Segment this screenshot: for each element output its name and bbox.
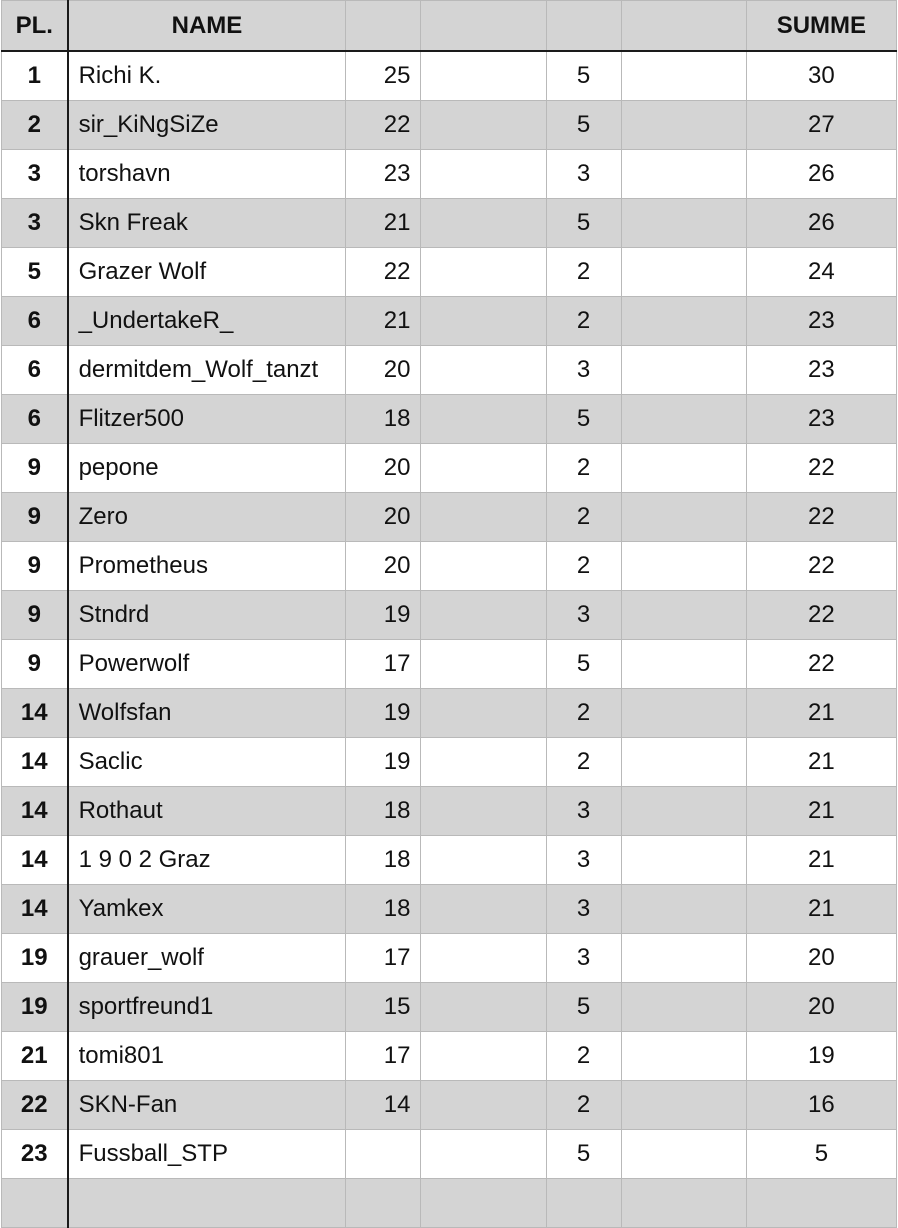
cell-col-d: [621, 395, 746, 444]
cell-sum: 21: [746, 689, 896, 738]
table-row: [2, 787, 897, 836]
cell-col-d: [621, 934, 746, 983]
cell-col-c: 2: [546, 1081, 621, 1130]
cell-sum: 23: [746, 346, 896, 395]
cell-place: 19: [2, 983, 68, 1032]
cell-col-c: 5: [546, 1130, 621, 1179]
header-row: [2, 1, 897, 52]
cell-col-c: 2: [546, 689, 621, 738]
cell-col-c: 5: [546, 640, 621, 689]
table-row: [2, 1130, 897, 1179]
table-row: [2, 738, 897, 787]
cell-col-a: 20: [346, 444, 421, 493]
cell-sum: 21: [746, 836, 896, 885]
cell-col-a: [346, 1130, 421, 1179]
table-row: [2, 1032, 897, 1081]
cell-col-d: [621, 444, 746, 493]
cell-col-b: [421, 591, 546, 640]
cell-name: Fussball_STP: [68, 1130, 346, 1179]
cell-sum: 21: [746, 738, 896, 787]
cell-col-a: 21: [346, 199, 421, 248]
cell-sum: 26: [746, 150, 896, 199]
table-row: [2, 640, 897, 689]
cell-sum: 21: [746, 885, 896, 934]
cell-name: Rothaut: [68, 787, 346, 836]
cell-place: 9: [2, 493, 68, 542]
cell-col-b: [421, 640, 546, 689]
cell-col-b: [421, 346, 546, 395]
cell-name: Powerwolf: [68, 640, 346, 689]
cell-col-b: [421, 297, 546, 346]
cell-name: 1 9 0 2 Graz: [68, 836, 346, 885]
cell-place: [2, 1179, 68, 1228]
cell-col-b: [421, 395, 546, 444]
cell-name: Richi K.: [68, 51, 346, 101]
cell-col-c: 3: [546, 150, 621, 199]
cell-name: Yamkex: [68, 885, 346, 934]
cell-place: 2: [2, 101, 68, 150]
cell-place: 6: [2, 297, 68, 346]
cell-name: tomi801: [68, 1032, 346, 1081]
cell-col-c: 2: [546, 1032, 621, 1081]
cell-name: sir_KiNgSiZe: [68, 101, 346, 150]
cell-col-d: [621, 1081, 746, 1130]
cell-col-d: [621, 493, 746, 542]
header-col-c: [546, 1, 621, 52]
cell-name: pepone: [68, 444, 346, 493]
cell-place: 9: [2, 444, 68, 493]
cell-name: Flitzer500: [68, 395, 346, 444]
cell-col-a: 21: [346, 297, 421, 346]
cell-place: 3: [2, 150, 68, 199]
cell-col-b: [421, 248, 546, 297]
table-row: [2, 248, 897, 297]
header-place: PL.: [2, 1, 68, 52]
cell-col-d: [621, 885, 746, 934]
cell-col-c: 3: [546, 885, 621, 934]
header-col-a: [346, 1, 421, 52]
cell-sum: 19: [746, 1032, 896, 1081]
cell-name: Stndrd: [68, 591, 346, 640]
cell-col-d: [621, 199, 746, 248]
cell-place: 14: [2, 738, 68, 787]
cell-col-c: 2: [546, 444, 621, 493]
cell-col-b: [421, 101, 546, 150]
table-row: [2, 689, 897, 738]
cell-col-d: [621, 640, 746, 689]
cell-col-b: [421, 934, 546, 983]
cell-col-c: 2: [546, 493, 621, 542]
cell-place: 3: [2, 199, 68, 248]
cell-col-a: 15: [346, 983, 421, 1032]
table-row: [2, 836, 897, 885]
table-row: [2, 395, 897, 444]
cell-col-d: [621, 346, 746, 395]
cell-col-c: 5: [546, 51, 621, 101]
table-row: [2, 199, 897, 248]
cell-col-d: [621, 1179, 746, 1228]
cell-place: 6: [2, 346, 68, 395]
cell-col-c: 2: [546, 248, 621, 297]
cell-col-b: [421, 542, 546, 591]
cell-col-a: 19: [346, 738, 421, 787]
cell-name: Prometheus: [68, 542, 346, 591]
cell-sum: 16: [746, 1081, 896, 1130]
cell-sum: [746, 1179, 896, 1228]
cell-col-d: [621, 297, 746, 346]
cell-place: 9: [2, 542, 68, 591]
cell-col-a: 19: [346, 689, 421, 738]
cell-sum: 22: [746, 542, 896, 591]
cell-col-d: [621, 248, 746, 297]
cell-col-a: 17: [346, 934, 421, 983]
cell-place: 19: [2, 934, 68, 983]
cell-col-d: [621, 787, 746, 836]
cell-col-d: [621, 983, 746, 1032]
cell-col-a: 17: [346, 640, 421, 689]
cell-col-b: [421, 1130, 546, 1179]
cell-name: grauer_wolf: [68, 934, 346, 983]
cell-place: 14: [2, 836, 68, 885]
cell-sum: 22: [746, 493, 896, 542]
cell-col-c: 5: [546, 983, 621, 1032]
cell-col-b: [421, 689, 546, 738]
cell-col-c: 3: [546, 346, 621, 395]
header-sum: SUMME: [746, 1, 896, 52]
cell-place: 5: [2, 248, 68, 297]
cell-sum: 30: [746, 51, 896, 101]
table-row: [2, 885, 897, 934]
cell-col-b: [421, 885, 546, 934]
cell-col-a: [346, 1179, 421, 1228]
cell-place: 23: [2, 1130, 68, 1179]
cell-col-c: 5: [546, 101, 621, 150]
cell-sum: 24: [746, 248, 896, 297]
table-row: [2, 1179, 897, 1228]
cell-col-d: [621, 1032, 746, 1081]
table-row: [2, 346, 897, 395]
cell-col-d: [621, 51, 746, 101]
cell-col-c: 5: [546, 395, 621, 444]
cell-col-d: [621, 150, 746, 199]
cell-name: SKN-Fan: [68, 1081, 346, 1130]
header-col-b: [421, 1, 546, 52]
cell-col-a: 20: [346, 493, 421, 542]
cell-col-b: [421, 51, 546, 101]
cell-sum: 22: [746, 640, 896, 689]
cell-col-b: [421, 1032, 546, 1081]
cell-col-a: 20: [346, 542, 421, 591]
cell-sum: 23: [746, 395, 896, 444]
cell-sum: 20: [746, 983, 896, 1032]
table-row: [2, 101, 897, 150]
cell-col-a: 18: [346, 885, 421, 934]
table-row: [2, 1081, 897, 1130]
cell-col-c: [546, 1179, 621, 1228]
cell-name: dermitdem_Wolf_tanzt: [68, 346, 346, 395]
table-row: [2, 934, 897, 983]
cell-name: Wolfsfan: [68, 689, 346, 738]
cell-place: 1: [2, 51, 68, 101]
table-row: [2, 150, 897, 199]
cell-col-a: 22: [346, 101, 421, 150]
cell-col-d: [621, 738, 746, 787]
cell-name: Saclic: [68, 738, 346, 787]
cell-col-a: 14: [346, 1081, 421, 1130]
cell-col-c: 3: [546, 787, 621, 836]
cell-name: [68, 1179, 346, 1228]
cell-col-a: 19: [346, 591, 421, 640]
standings-table: [1, 0, 897, 1228]
cell-col-c: 3: [546, 836, 621, 885]
cell-sum: 22: [746, 444, 896, 493]
cell-col-d: [621, 591, 746, 640]
cell-sum: 21: [746, 787, 896, 836]
header-col-d: [621, 1, 746, 52]
cell-name: sportfreund1: [68, 983, 346, 1032]
cell-col-b: [421, 199, 546, 248]
cell-sum: 20: [746, 934, 896, 983]
header-name: NAME: [68, 1, 346, 52]
table-row: [2, 444, 897, 493]
cell-sum: 22: [746, 591, 896, 640]
cell-col-c: 3: [546, 591, 621, 640]
cell-name: _UndertakeR_: [68, 297, 346, 346]
cell-col-c: 2: [546, 297, 621, 346]
cell-place: 14: [2, 885, 68, 934]
cell-col-c: 2: [546, 542, 621, 591]
cell-place: 22: [2, 1081, 68, 1130]
table-row: [2, 591, 897, 640]
cell-name: torshavn: [68, 150, 346, 199]
table-row: [2, 297, 897, 346]
table-row: [2, 542, 897, 591]
cell-col-d: [621, 836, 746, 885]
cell-col-b: [421, 150, 546, 199]
cell-col-b: [421, 738, 546, 787]
cell-name: Zero: [68, 493, 346, 542]
cell-col-c: 5: [546, 199, 621, 248]
cell-place: 21: [2, 1032, 68, 1081]
cell-place: 9: [2, 591, 68, 640]
cell-col-c: 3: [546, 934, 621, 983]
cell-sum: 27: [746, 101, 896, 150]
cell-sum: 23: [746, 297, 896, 346]
cell-col-a: 20: [346, 346, 421, 395]
cell-sum: 5: [746, 1130, 896, 1179]
cell-col-a: 18: [346, 787, 421, 836]
table-row: [2, 983, 897, 1032]
cell-place: 14: [2, 689, 68, 738]
cell-name: Skn Freak: [68, 199, 346, 248]
cell-place: 6: [2, 395, 68, 444]
cell-col-b: [421, 1179, 546, 1228]
cell-col-b: [421, 493, 546, 542]
cell-place: 14: [2, 787, 68, 836]
cell-place: 9: [2, 640, 68, 689]
cell-col-b: [421, 787, 546, 836]
cell-col-a: 18: [346, 395, 421, 444]
cell-name: Grazer Wolf: [68, 248, 346, 297]
cell-col-b: [421, 1081, 546, 1130]
table-row: [2, 51, 897, 101]
cell-col-d: [621, 101, 746, 150]
cell-col-b: [421, 444, 546, 493]
cell-col-a: 22: [346, 248, 421, 297]
cell-col-a: 23: [346, 150, 421, 199]
cell-col-d: [621, 1130, 746, 1179]
table-row: [2, 493, 897, 542]
cell-col-c: 2: [546, 738, 621, 787]
cell-sum: 26: [746, 199, 896, 248]
table-body: [2, 51, 897, 1228]
cell-col-a: 18: [346, 836, 421, 885]
cell-col-a: 25: [346, 51, 421, 101]
cell-col-b: [421, 836, 546, 885]
cell-col-b: [421, 983, 546, 1032]
cell-col-a: 17: [346, 1032, 421, 1081]
cell-col-d: [621, 542, 746, 591]
cell-col-d: [621, 689, 746, 738]
